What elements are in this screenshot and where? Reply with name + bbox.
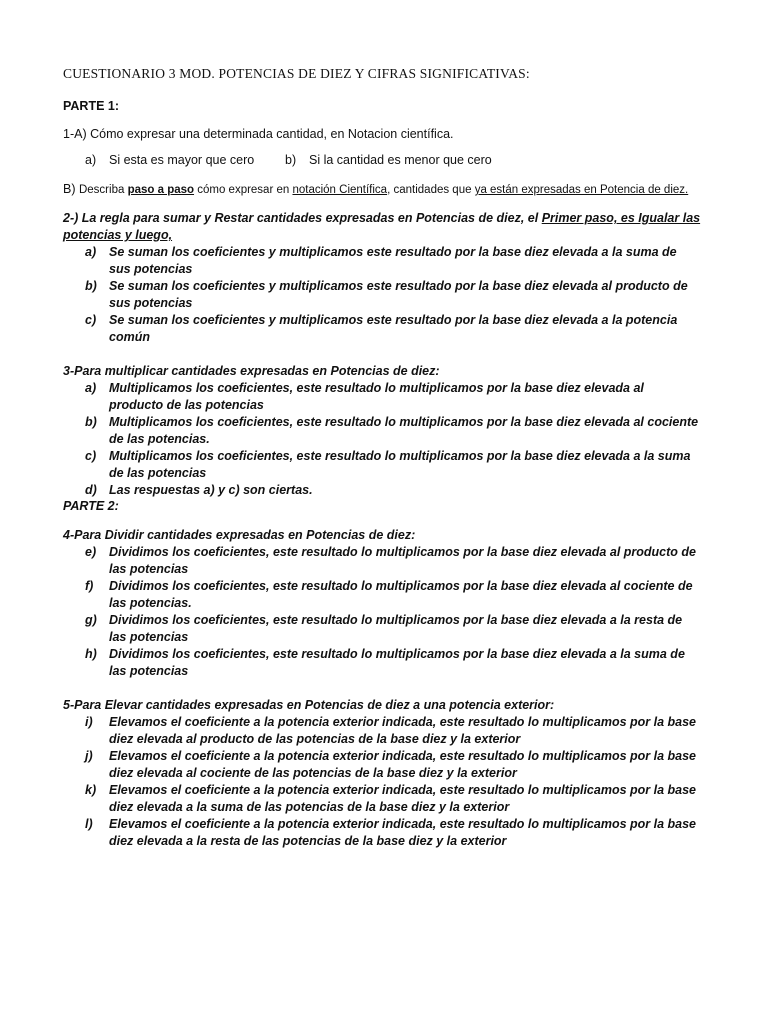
option-letter: j) [85, 749, 93, 763]
question-1b-text: , cantidades que [387, 184, 475, 196]
option-letter: a) [85, 245, 97, 259]
question-4-option-g [63, 612, 704, 646]
option-letter: f) [85, 579, 94, 593]
option-letter: b) [285, 153, 297, 167]
question-1b [63, 182, 704, 196]
question-1b-underlined: ya están expresadas en Potencia de diez. [474, 184, 689, 196]
question-1a: 1-A) Cómo expresar una determinada cantidad, en Notacion científica. [63, 127, 454, 141]
option-letter: i) [85, 715, 93, 729]
option-text: Multiplicamos los coeficientes, este resultado lo multiplicamos por la base diez elevada a la suma de las potencias [109, 449, 691, 480]
question-4-option-h [63, 646, 704, 680]
question-3-option-d [63, 482, 704, 499]
option-text: Elevamos el coeficiente a la potencia exterior indicada, este resultado lo multiplicamos por la base diez elevada a la resta de las potencias de la base diez y la exterior [109, 817, 697, 848]
question-2-option-b [63, 278, 704, 312]
option-text: Elevamos el coeficiente a la potencia exterior indicada, este resultado lo multiplicamos por la base diez elevada al cociente de las potencias de la base diez y la exterior [109, 749, 697, 780]
option-letter: c) [85, 449, 97, 463]
question-3-option-b [63, 414, 704, 448]
question-2-options [63, 244, 704, 346]
question-5-option-i [63, 714, 704, 748]
question-1a-option-a [85, 153, 285, 167]
option-letter: g) [85, 613, 97, 627]
question-3-option-a [63, 380, 704, 414]
question-5-option-l [63, 816, 704, 850]
question-3-options [63, 380, 704, 499]
option-text: Dividimos los coeficientes, este resultado lo multiplicamos por la base diez elevada al cociente de las potencias. [109, 579, 693, 610]
question-1b-underlined: paso a paso [127, 184, 195, 196]
question-5: 5-Para Elevar cantidades expresadas en Potencias de diez a una potencia exterior: [63, 698, 555, 712]
question-1b-text: Describa [78, 184, 128, 196]
option-text: Si esta es mayor que cero [109, 153, 255, 167]
option-text: Elevamos el coeficiente a la potencia exterior indicada, este resultado lo multiplicamos por la base diez elevada al producto de las potencias de la base diez y la exterior [109, 715, 697, 746]
question-1b-text: cómo expresar en [194, 184, 293, 196]
question-5-option-k [63, 782, 704, 816]
question-1b-underlined: notación Científica [292, 184, 388, 196]
option-letter: a) [85, 153, 97, 167]
question-2-underlined: Primer paso, es Igualar las potencias y luego, [63, 211, 701, 242]
question-3: 3-Para multiplicar cantidades expresadas en Potencias de diez: [63, 364, 440, 378]
question-5-options [63, 714, 704, 850]
question-3-option-c [63, 448, 704, 482]
option-text: Multiplicamos los coeficientes, este resultado lo multiplicamos por la base diez elevada al cociente de las potencias. [109, 415, 699, 446]
option-letter: e) [85, 545, 97, 559]
option-letter: c) [85, 313, 97, 327]
question-1a-option-b [285, 153, 492, 167]
option-text: Dividimos los coeficientes, este resultado lo multiplicamos por la base diez elevada a la suma de las potencias [109, 647, 685, 678]
option-text: Se suman los coeficientes y multiplicamos este resultado por la base diez elevada al producto de sus potencias [109, 279, 688, 310]
question-4-option-e [63, 544, 704, 578]
option-text: Dividimos los coeficientes, este resultado lo multiplicamos por la base diez elevada a la resta de las potencias [109, 613, 683, 644]
option-letter: k) [85, 783, 97, 797]
option-text: Las respuestas a) y c) son ciertas. [109, 483, 313, 497]
question-4-option-f [63, 578, 704, 612]
option-text: Se suman los coeficientes y multiplicamos este resultado por la base diez elevada a la suma de sus potencias [109, 245, 677, 276]
question-4-options [63, 544, 704, 680]
option-letter: b) [85, 415, 97, 429]
option-text: Elevamos el coeficiente a la potencia exterior indicada, este resultado lo multiplicamos por la base diez elevada a la suma de las potencias de la base diez y la exterior [109, 783, 697, 814]
part-1-heading: PARTE 1: [63, 99, 120, 113]
option-letter: l) [85, 817, 93, 831]
question-1a-options [85, 153, 704, 167]
part-2-heading: PARTE 2: [63, 499, 119, 513]
option-letter: d) [85, 483, 97, 497]
question-4: 4-Para Dividir cantidades expresadas en Potencias de diez: [63, 528, 416, 542]
option-text: Se suman los coeficientes y multiplicamos este resultado por la base diez elevada a la potencia común [109, 313, 678, 344]
question-1b-label: B) [63, 182, 79, 196]
option-letter: h) [85, 647, 97, 661]
option-text: Multiplicamos los coeficientes, este resultado lo multiplicamos por la base diez elevada al producto de las potencias [109, 381, 644, 412]
option-text: Dividimos los coeficientes, este resultado lo multiplicamos por la base diez elevada al producto de las potencias [109, 545, 696, 576]
question-2 [63, 210, 704, 244]
option-letter: a) [85, 381, 97, 395]
option-text: Si la cantidad es menor que cero [309, 153, 492, 167]
question-2-option-c [63, 312, 704, 346]
document-title: CUESTIONARIO 3 MOD. POTENCIAS DE DIEZ Y CIFRAS SIGNIFICATIVAS: [63, 66, 530, 81]
option-letter: b) [85, 279, 97, 293]
question-5-option-j [63, 748, 704, 782]
question-2-option-a [63, 244, 704, 278]
question-2-text: 2-) La regla para sumar y Restar cantidades expresadas en Potencias de diez, el [63, 211, 542, 225]
